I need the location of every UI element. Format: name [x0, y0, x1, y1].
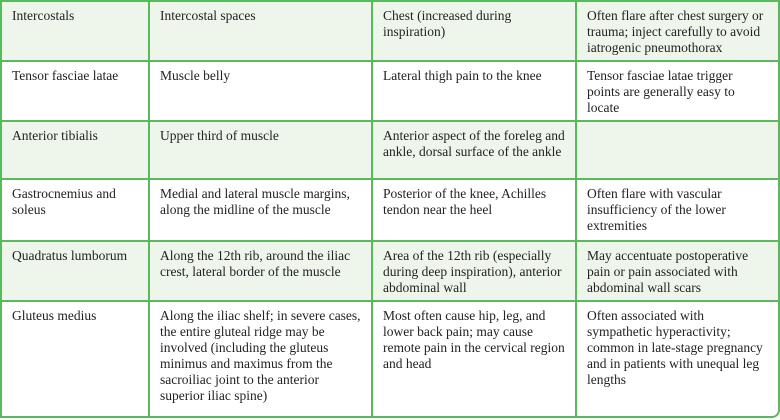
cell-pain: Lateral thigh pain to the knee — [372, 61, 576, 121]
cell-notes: May accentuate postoperative pain or pain associated with abdominal wall scars — [576, 241, 778, 301]
cell-muscle: Quadratus lumborum — [2, 241, 149, 301]
cell-notes — [576, 121, 778, 179]
cell-notes: Often flare after chest surgery or trauma; inject carefully to avoid iatrogenic pneumothorax — [576, 1, 778, 61]
table-row — [2, 241, 778, 301]
cell-location: Along the 12th rib, around the iliac crest, lateral border of the muscle — [149, 241, 372, 301]
cell-muscle: Gluteus medius — [2, 301, 149, 418]
cell-notes: Often flare with vascular insufficiency of the lower extremities — [576, 179, 778, 241]
cell-location: Along the iliac shelf; in severe cases, the entire gluteal ridge may be involved (including the gluteus minimus and maximus from the sacroiliac joint to the anterior superior iliac spine) — [149, 301, 372, 418]
cell-notes: Often associated with sympathetic hyperactivity; common in late-stage pregnancy and in patients with unequal leg lengths — [576, 301, 778, 418]
cell-muscle: Gastrocnemius and soleus — [2, 179, 149, 241]
table-row — [2, 179, 778, 241]
cell-pain: Posterior of the knee, Achilles tendon near the heel — [372, 179, 576, 241]
cell-pain: Anterior aspect of the foreleg and ankle, dorsal surface of the ankle — [372, 121, 576, 179]
cell-pain: Area of the 12th rib (especially during deep inspiration), anterior abdominal wall — [372, 241, 576, 301]
table-row — [2, 301, 778, 418]
cell-muscle: Intercostals — [2, 1, 149, 61]
cell-pain: Chest (increased during inspiration) — [372, 1, 576, 61]
cell-location: Muscle belly — [149, 61, 372, 121]
cell-pain: Most often cause hip, leg, and lower back pain; may cause remote pain in the cervical region and head — [372, 301, 576, 418]
table-row — [2, 1, 778, 61]
cell-notes: Tensor fasciae latae trigger points are generally easy to locate — [576, 61, 778, 121]
cell-location: Medial and lateral muscle margins, along the midline of the muscle — [149, 179, 372, 241]
cell-muscle: Anterior tibialis — [2, 121, 149, 179]
table-row — [2, 61, 778, 121]
cell-location: Intercostal spaces — [149, 1, 372, 61]
cell-location: Upper third of muscle — [149, 121, 372, 179]
trigger-point-table — [2, 0, 778, 418]
table-row — [2, 121, 778, 179]
cell-muscle: Tensor fasciae latae — [2, 61, 149, 121]
